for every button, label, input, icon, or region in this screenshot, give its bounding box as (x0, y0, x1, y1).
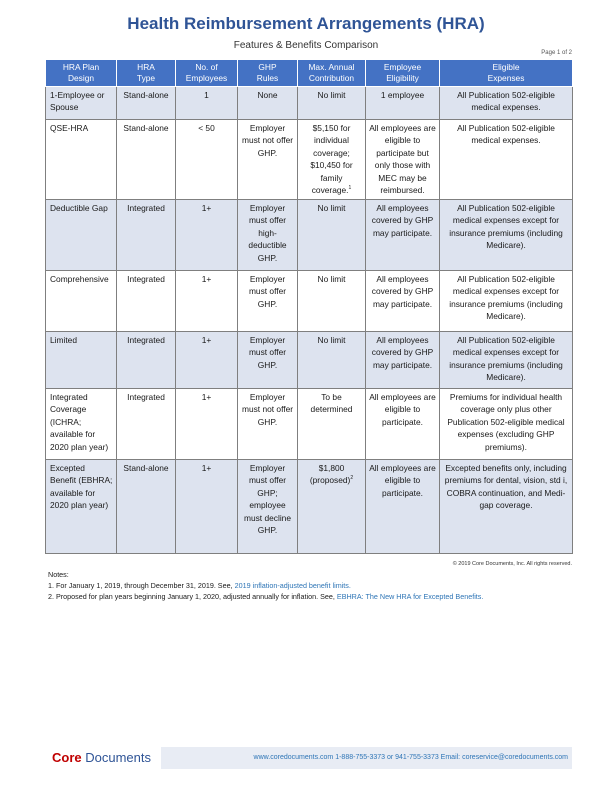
cell-hra-type: Integrated (117, 200, 176, 271)
cell-employee-eligibility: All employees covered by GHP may participate. (366, 332, 440, 389)
cell-num-employees: 1+ (176, 200, 238, 271)
cell-num-employees: 1+ (176, 332, 238, 389)
header-plan-design: HRA Plan Design (46, 60, 117, 87)
comparison-table (45, 59, 573, 554)
cell-max-contribution: To be determined (298, 389, 366, 460)
cell-hra-type: Stand-alone (117, 460, 176, 554)
note-link-ebhra[interactable]: EBHRA: The New HRA for Excepted Benefits. (336, 592, 484, 601)
cell-max-contribution: No limit (298, 200, 366, 271)
header-num-employees: No. of Employees (176, 60, 238, 87)
header-eligible-expenses: Eligible Expenses (440, 60, 573, 87)
cell-ghp-rules: None (238, 87, 298, 120)
cell-ghp-rules: Employer must offer GHP. (238, 271, 298, 332)
note-item: 2. Proposed for plan years beginning January 1, 2020, adjusted annually for inflation. See, EBHRA: The New HRA for Excepted Benefits. (48, 592, 484, 601)
cell-num-employees: 1 (176, 87, 238, 120)
cell-hra-type: Stand-alone (117, 120, 176, 200)
cell-hra-type: Stand-alone (117, 87, 176, 120)
cell-eligible-expenses: All Publication 502-eligible medical expenses except for insurance premiums (including Medicare). (440, 332, 573, 389)
cell-ghp-rules: Employer must offer GHP. (238, 332, 298, 389)
header-hra-type: HRA Type (117, 60, 176, 87)
contact-info[interactable]: www.coredocuments.com 1-888-755-3373 or 941-755-3373 Email: coreservice@coredocuments.com (161, 747, 572, 769)
cell-ghp-rules: Employer must offer GHP; employee must decline GHP. (238, 460, 298, 554)
table-row (46, 120, 573, 200)
cell-eligible-expenses: All Publication 502-eligible medical expenses except for insurance premiums (including Medicare). (440, 271, 573, 332)
cell-plan-design: QSE-HRA (46, 120, 117, 200)
copyright-notice: © 2019 Core Documents, Inc. All rights reserved. (452, 561, 572, 567)
cell-plan-design: Comprehensive (46, 271, 117, 332)
cell-max-contribution: No limit (298, 87, 366, 120)
cell-eligible-expenses: All Publication 502-eligible medical expenses. (440, 87, 573, 120)
cell-plan-design: 1-Employee or Spouse (46, 87, 117, 120)
cell-ghp-rules: Employer must offer high-deductible GHP. (238, 200, 298, 271)
page-footer (45, 743, 572, 773)
table-row (46, 460, 573, 554)
notes-section (48, 569, 483, 602)
cell-employee-eligibility: All employees covered by GHP may participate. (366, 200, 440, 271)
cell-ghp-rules: Employer must not offer GHP. (238, 389, 298, 460)
cell-plan-design: Limited (46, 332, 117, 389)
table-row (46, 389, 573, 460)
table-row (46, 271, 573, 332)
cell-eligible-expenses: All Publication 502-eligible medical expenses except for insurance premiums (including Medicare). (440, 200, 573, 271)
cell-max-contribution: No limit (298, 332, 366, 389)
table-row (46, 200, 573, 271)
cell-eligible-expenses: Excepted benefits only, including premiums for dental, vision, std i, COBRA continuation, and Medi-gap coverage. (440, 460, 573, 554)
cell-max-contribution: $1,800 (proposed)$^2$ (298, 460, 366, 554)
cell-plan-design: Deductible Gap (46, 200, 117, 271)
page-subtitle: Features & Benefits Comparison (233, 40, 379, 51)
cell-employee-eligibility: All employees are eligible to participate but only those with MEC may be reimbursed. (366, 120, 440, 200)
cell-plan-design: Integrated Coverage (ICHRA; available for 2020 plan year) (46, 389, 117, 460)
cell-hra-type: Integrated (117, 271, 176, 332)
cell-num-employees: < 50 (176, 120, 238, 200)
table-header-row (46, 60, 573, 87)
page-title: Health Reimbursement Arrangements (HRA) (127, 14, 485, 33)
cell-eligible-expenses: All Publication 502-eligible medical expenses. (440, 120, 573, 200)
header-employee-eligibility: Employee Eligibility (366, 60, 440, 87)
cell-max-contribution: $5,150 for individual coverage; $10,450 for family coverage.$^1$ (298, 120, 366, 200)
header-ghp-rules: GHP Rules (238, 60, 298, 87)
cell-employee-eligibility: All employees are eligible to participate. (366, 389, 440, 460)
cell-num-employees: 1+ (176, 271, 238, 332)
cell-max-contribution: No limit (298, 271, 366, 332)
cell-employee-eligibility: All employees are eligible to participate. (366, 460, 440, 554)
cell-ghp-rules: Employer must not offer GHP. (238, 120, 298, 200)
table-row (46, 87, 573, 120)
cell-eligible-expenses: Premiums for individual health coverage only plus other Publication 502-eligible medical expenses (excluding GHP premiums). (440, 389, 573, 460)
note-item: 1. For January 1, 2019, through December 31, 2019. See, 2019 inflation-adjusted benefit limits. (48, 581, 351, 590)
cell-num-employees: 1+ (176, 389, 238, 460)
cell-employee-eligibility: All employees covered by GHP may participate. (366, 271, 440, 332)
cell-hra-type: Integrated (117, 389, 176, 460)
table-row (46, 332, 573, 389)
cell-employee-eligibility: 1 employee (366, 87, 440, 120)
brand-logo: Core Documents (52, 750, 151, 765)
cell-num-employees: 1+ (176, 460, 238, 554)
header-max-contribution: Max. Annual Contribution (298, 60, 366, 87)
cell-plan-design: Excepted Benefit (EBHRA; available for 2020 plan year) (46, 460, 117, 554)
notes-heading: Notes: (48, 570, 69, 579)
cell-hra-type: Integrated (117, 332, 176, 389)
note-link-inflation[interactable]: 2019 inflation-adjusted benefit limits. (234, 581, 351, 590)
page-number: Page 1 of 2 (541, 50, 572, 56)
